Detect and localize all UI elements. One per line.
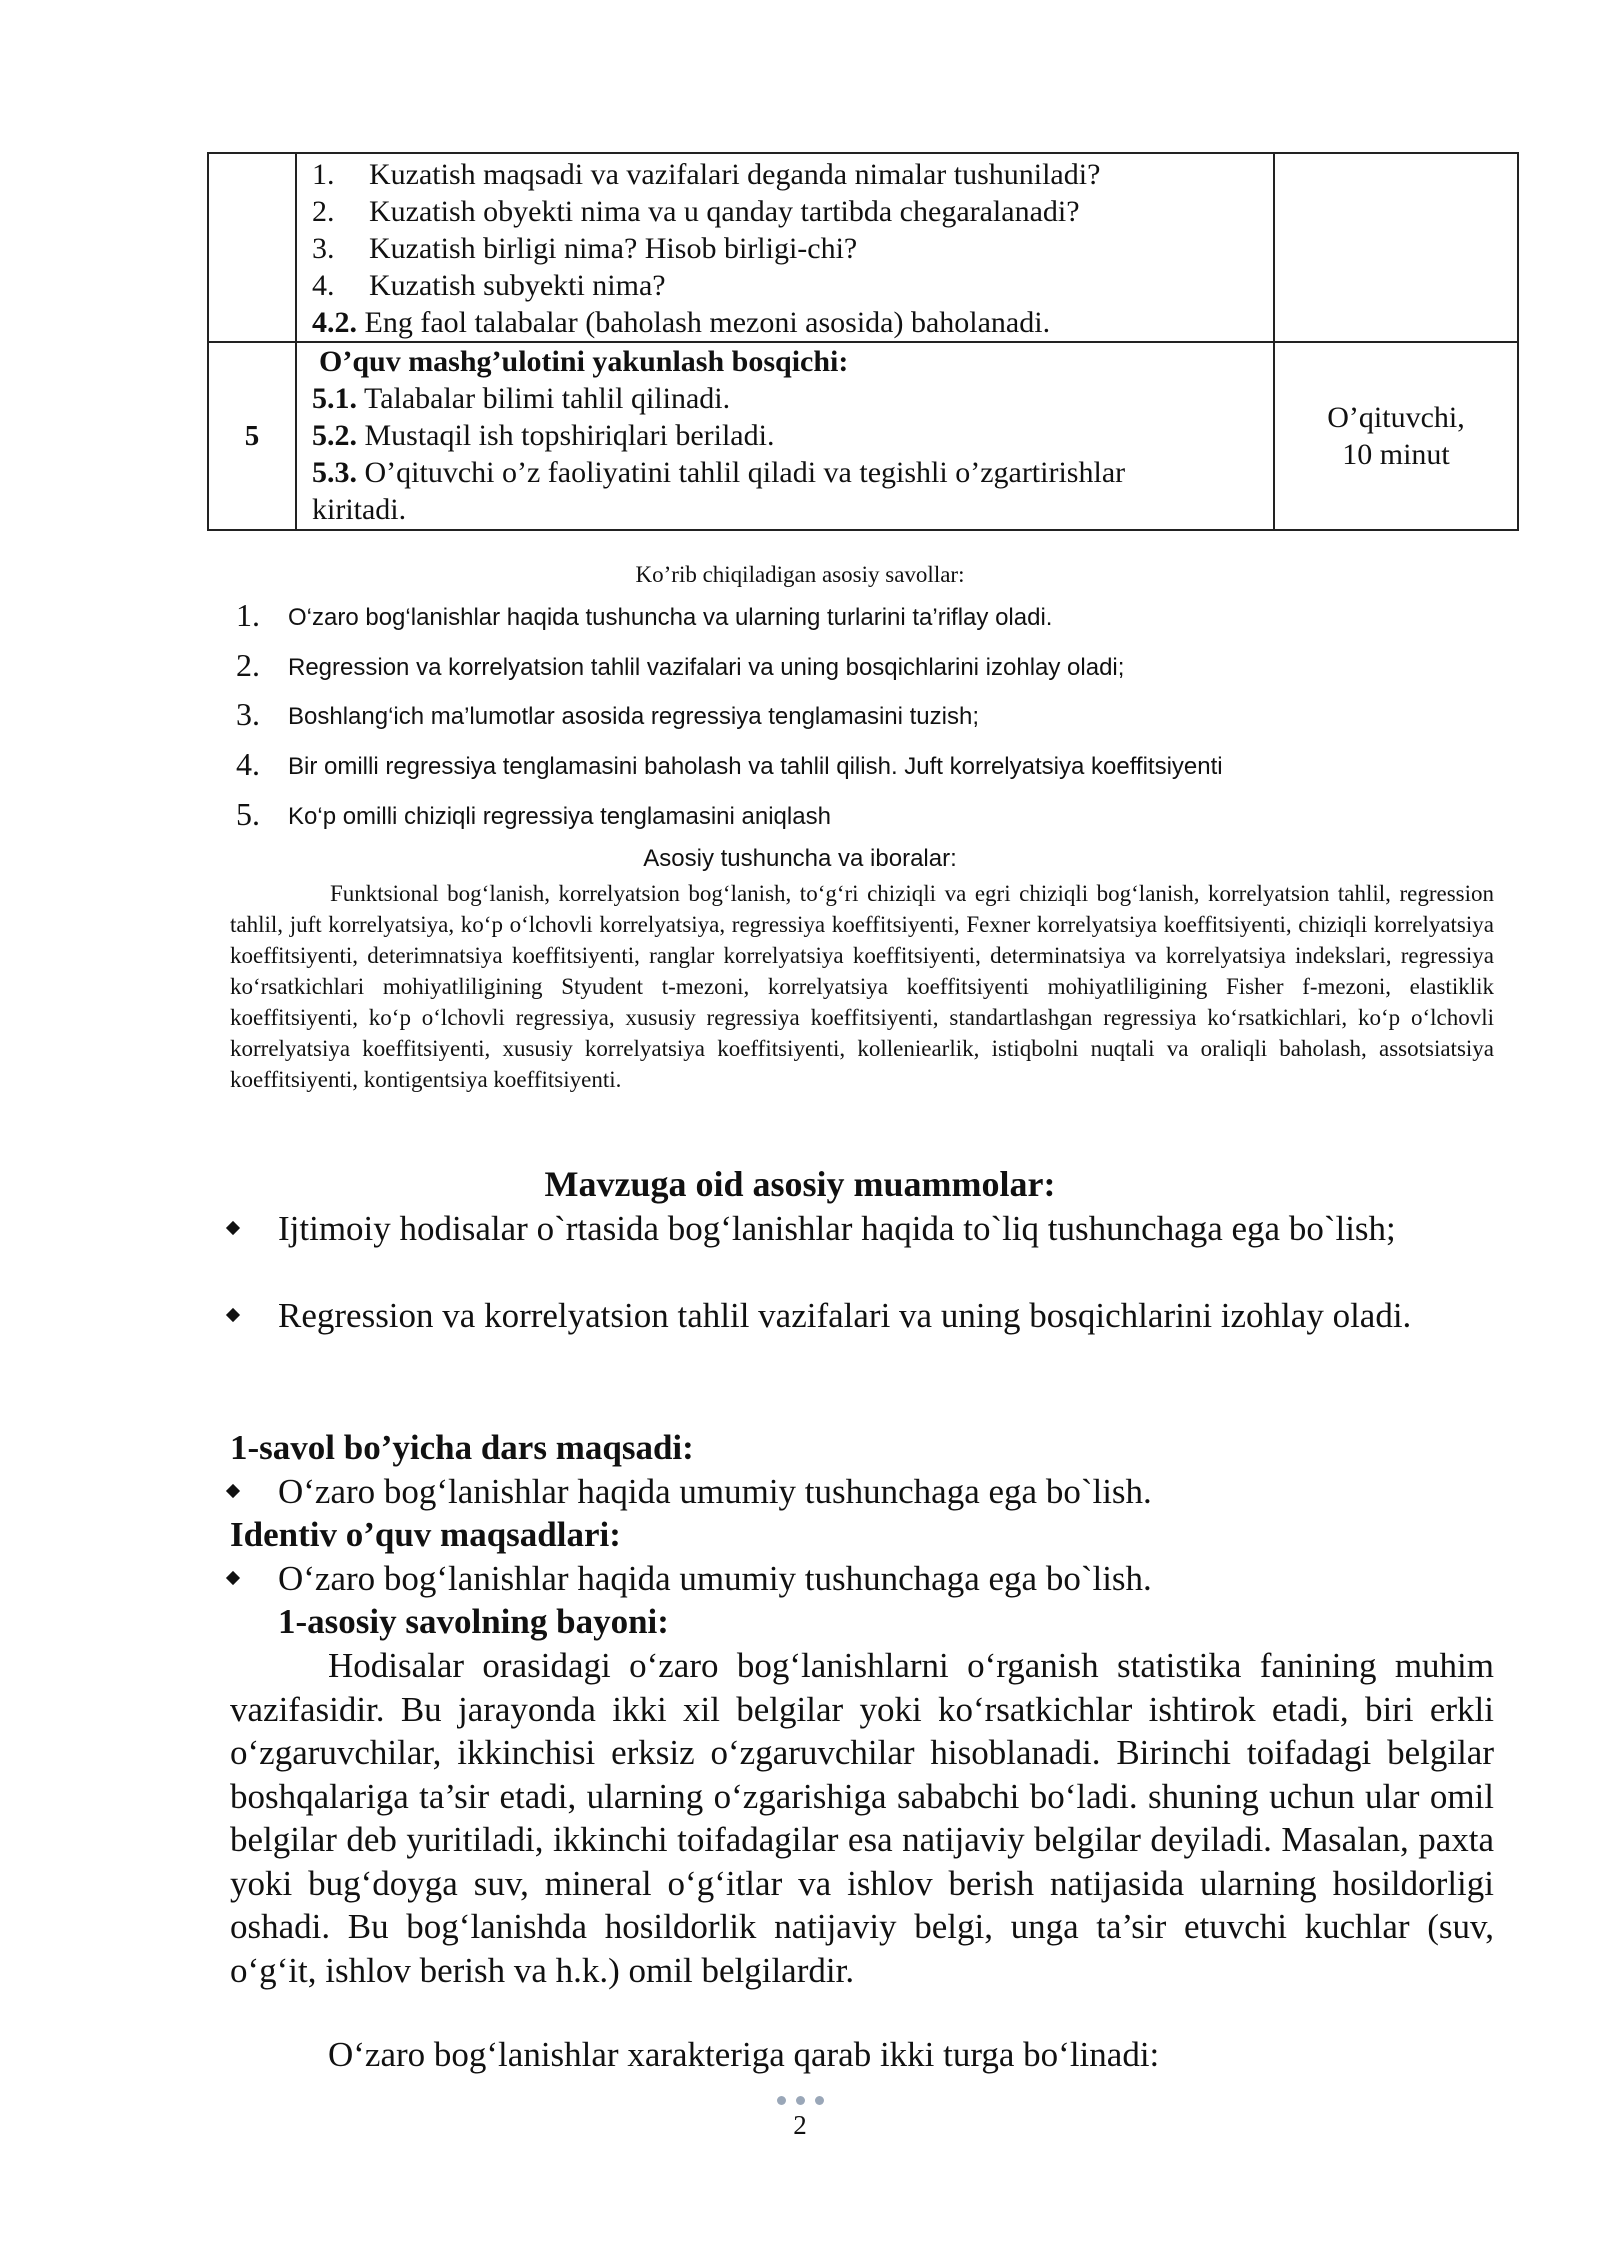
step-item: 5.2. Mustaqil ish topshiriqlari beriladi. <box>312 419 775 452</box>
identiv-heading: Identiv o’quv maqsadlari: <box>230 1515 621 1554</box>
list-item: O‘zaro bog‘lanishlar haqida umumiy tushunchaga ega bo`lish. <box>228 1470 1428 1513</box>
table-cell-responsible: O’qituvchi, 10 minut <box>1274 342 1518 530</box>
table-cell-number <box>208 153 296 342</box>
concepts-title: Asosiy tushuncha va iboralar: <box>643 845 957 872</box>
list-item: Regression va korrelyatsion tahlil vazifalari va uning bosqichlarini izohlay oladi. <box>228 1294 1428 1337</box>
bullet-icon <box>226 1221 240 1235</box>
list-item: 2. Kuzatish obyekti nima va u qanday tartibda chegaralanadi? <box>312 195 1080 228</box>
list-item: 4. Kuzatish subyekti nima? <box>312 269 666 302</box>
step-item: 5.3. O’qituvchi o’z faoliyatini tahlil qiladi va tegishli o’zgartirishlar <box>312 456 1126 489</box>
bullet-icon <box>226 1308 240 1322</box>
statement-heading: 1-asosiy savolning bayoni: <box>278 1602 669 1641</box>
statement-last-line: O‘zaro bog‘lanishlar xarakteriga qarab ikki turga bo‘linadi: <box>328 2035 1160 2074</box>
table-row <box>208 153 1518 342</box>
step-continuation: kiritadi. <box>312 493 407 526</box>
more-dots-icon <box>0 2092 1600 2110</box>
list-item: 1. Kuzatish maqsadi va vazifalari deganda nimalar tushuniladi? <box>312 158 1101 191</box>
step-item: 4.2. Eng faol talabalar (baholash mezoni asosida) baholanadi. <box>312 306 1051 339</box>
concepts-paragraph: Funktsional bog‘lanish, korrelyatsion bog‘lanish, to‘g‘ri chiziqli va egri chiziqli bog‘lanish, korrelyatsion tahlil, regression tahlil, juft korrelyatsiya, ko‘p o‘lchovli korrelyatsiya, regressiya koeffitsiyenti, Fexner korrelyatsiya koeffitsiyenti, chiziqli korrelyatsiya koeffitsiyenti, deterimnatsiya koeffitsiyenti, ranglar korrelyatsiya koeffitsiyenti, determinatsiya va korrelyatsiya indekslari, regressiya ko‘rsatkichlari mohiyatliligining Styudent t-mezoni, korrelyatsiya koeffitsiyenti mohiyatliligining Fisher f-mezoni, elastiklik koeffitsiyenti, ko‘p o‘lchovli regressiya, xususiy regressiya koeffitsiyenti, standartlashgan regressiya ko‘rsatkichlari, ko‘p o‘lchovli korrelyatsiya koeffitsiyenti, xususiy korrelyatsiya koeffitsiyenti, kolleniearlik, istiqbolni nuqtali va oraliqli baholash, assotsiatsiya koeffitsiyenti, kontigentsiya koeffitsiyenti. <box>230 881 1494 1092</box>
bullet-icon <box>226 1484 240 1498</box>
goal-heading: 1-savol bo’yicha dars maqsadi: <box>230 1428 694 1467</box>
bullet-icon <box>226 1571 240 1585</box>
problems-title: Mavzuga oid asosiy muammolar: <box>544 1164 1056 1204</box>
table-cell-responsible <box>1274 153 1518 342</box>
table-row <box>208 342 1518 530</box>
page-number: 2 <box>793 2110 807 2140</box>
questions-title: Ko’rib chiqiladigan asosiy savollar: <box>635 562 965 587</box>
stage-title: O’quv mashg’ulotini yakunlash bosqichi: <box>319 345 849 378</box>
lesson-plan-table <box>207 152 1519 531</box>
list-item: O‘zaro bog‘lanishlar haqida umumiy tushunchaga ega bo`lish. <box>228 1557 1428 1600</box>
step-item: 5.1. Talabalar bilimi tahlil qilinadi. <box>312 382 731 415</box>
table-cell-content <box>296 153 1274 342</box>
statement-paragraph: Hodisalar orasidagi o‘zaro bog‘lanishlarni o‘rganish statistika fanining muhim vazifasidir. Bu jarayonda ikki xil belgilar yoki ko‘rsatkichlar ishtirok etadi, biri erkli o‘zgaruvchilar, ikkinchisi erksiz o‘zgaruvchilar hisoblanadi. Birinchi toifadagi belgilar boshqalariga ta’sir etadi, ularning o‘zgarishiga sababchi bo‘ladi. shuning uchun ular omil belgilar deb yuritiladi, ikkinchi toifadagilar esa natijaviy belgilar deyiladi. Masalan, paxta yoki bug‘doyga suv, mineral o‘g‘itlar va ishlov berish natijasida ularning hosildorligi oshadi. Bu bog‘lanishda hosildorlik natijaviy belgi, unga ta’sir etuvchi kuchlar (suv, o‘g‘it, ishlov berish va h.k.) omil belgilardir. <box>230 1646 1494 1990</box>
table-cell-content <box>296 342 1274 530</box>
stage-number: 5 <box>208 342 296 530</box>
list-item: 3. Kuzatish birligi nima? Hisob birligi-chi? <box>312 232 858 265</box>
list-item: Ijtimoiy hodisalar o`rtasida bog‘lanishlar haqida to`liq tushunchaga ega bo`lish; <box>228 1207 1428 1250</box>
